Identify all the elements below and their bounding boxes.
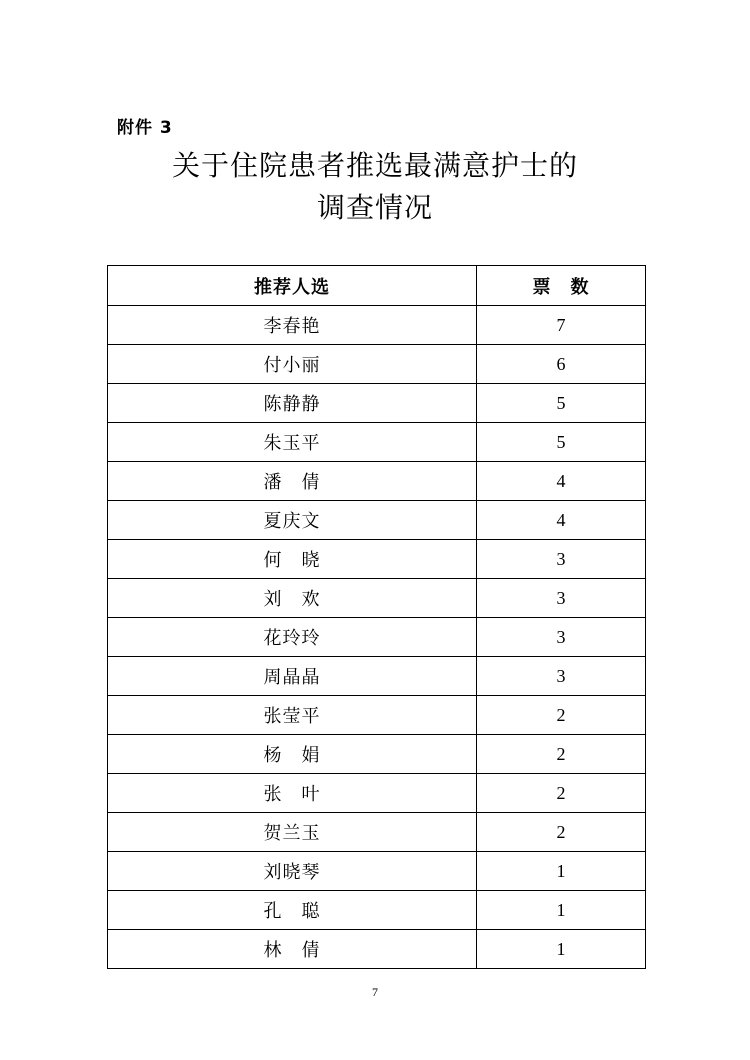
table-row bbox=[108, 306, 646, 345]
candidate-name: 朱玉平 bbox=[108, 423, 477, 462]
candidate-name: 张莹平 bbox=[108, 696, 477, 735]
candidate-name: 何 晓 bbox=[108, 540, 477, 579]
document-title-line-2: 调查情况 bbox=[316, 191, 433, 224]
vote-count: 7 bbox=[477, 306, 646, 345]
candidate-name: 付小丽 bbox=[108, 345, 477, 384]
vote-count: 3 bbox=[477, 540, 646, 579]
vote-count: 3 bbox=[477, 657, 646, 696]
vote-count: 4 bbox=[477, 501, 646, 540]
vote-count: 2 bbox=[477, 735, 646, 774]
candidate-name: 陈静静 bbox=[108, 384, 477, 423]
candidate-name: 潘 倩 bbox=[108, 462, 477, 501]
table-row bbox=[108, 501, 646, 540]
table-row bbox=[108, 657, 646, 696]
vote-count: 6 bbox=[477, 345, 646, 384]
candidate-name: 夏庆文 bbox=[108, 501, 477, 540]
header-votes: 票 数 bbox=[477, 266, 646, 306]
vote-count: 1 bbox=[477, 930, 646, 969]
header-candidate: 推荐人选 bbox=[108, 266, 477, 306]
table-row bbox=[108, 735, 646, 774]
vote-count: 2 bbox=[477, 696, 646, 735]
vote-count: 1 bbox=[477, 852, 646, 891]
vote-count: 5 bbox=[477, 384, 646, 423]
candidate-name: 贺兰玉 bbox=[108, 813, 477, 852]
vote-count: 3 bbox=[477, 579, 646, 618]
attachment-label: 附件 3 bbox=[117, 118, 173, 138]
candidate-name: 林 倩 bbox=[108, 930, 477, 969]
table-row bbox=[108, 423, 646, 462]
vote-count: 2 bbox=[477, 774, 646, 813]
table-row bbox=[108, 696, 646, 735]
candidate-name: 张 叶 bbox=[108, 774, 477, 813]
candidate-name: 周晶晶 bbox=[108, 657, 477, 696]
table-row bbox=[108, 462, 646, 501]
candidate-name: 李春艳 bbox=[108, 306, 477, 345]
table-row bbox=[108, 813, 646, 852]
document-title-line-1: 关于住院患者推选最满意护士的 bbox=[171, 149, 578, 182]
vote-results-table bbox=[107, 265, 646, 969]
table-row bbox=[108, 618, 646, 657]
page-number: 7 bbox=[372, 985, 378, 999]
candidate-name: 刘晓琴 bbox=[108, 852, 477, 891]
vote-count: 4 bbox=[477, 462, 646, 501]
candidate-name: 孔 聪 bbox=[108, 891, 477, 930]
vote-count: 5 bbox=[477, 423, 646, 462]
candidate-name: 杨 娟 bbox=[108, 735, 477, 774]
table-row bbox=[108, 774, 646, 813]
table-row bbox=[108, 345, 646, 384]
table-header-row bbox=[108, 266, 646, 306]
table-row bbox=[108, 579, 646, 618]
vote-count: 2 bbox=[477, 813, 646, 852]
candidate-name: 花玲玲 bbox=[108, 618, 477, 657]
table-row bbox=[108, 891, 646, 930]
vote-count: 3 bbox=[477, 618, 646, 657]
table-row bbox=[108, 930, 646, 969]
vote-count: 1 bbox=[477, 891, 646, 930]
candidate-name: 刘 欢 bbox=[108, 579, 477, 618]
table-row bbox=[108, 540, 646, 579]
table-row bbox=[108, 384, 646, 423]
table-row bbox=[108, 852, 646, 891]
